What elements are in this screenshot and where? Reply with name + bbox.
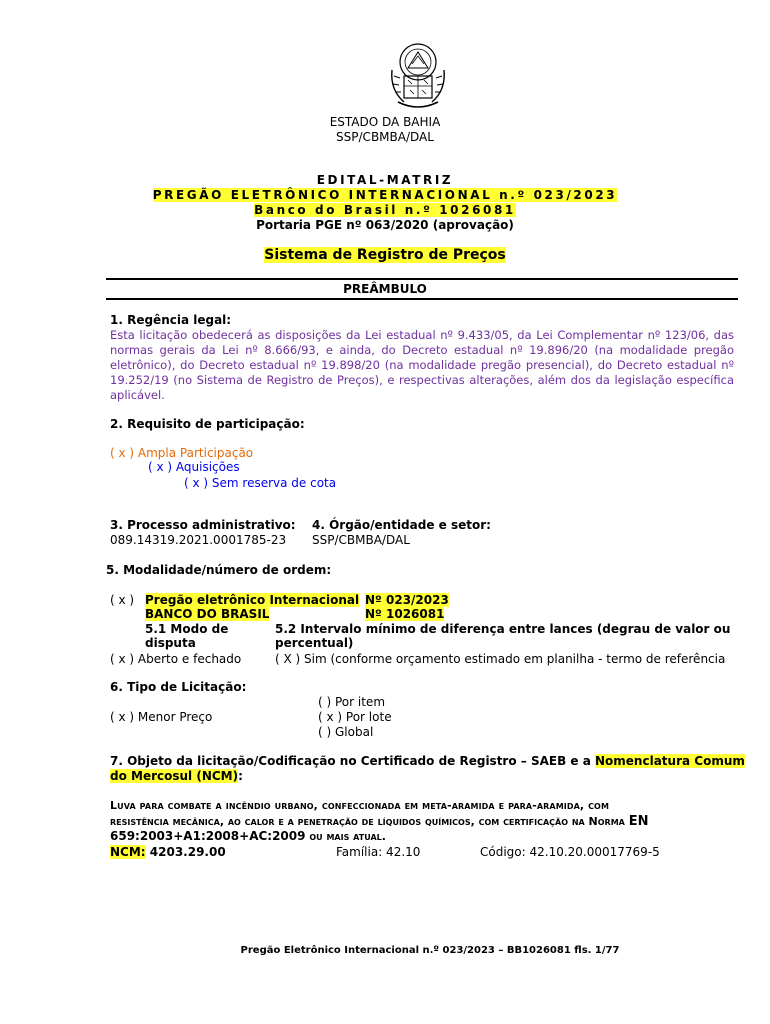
modality-line2: BANCO DO BRASIL [145, 607, 270, 621]
ncm-highlight-1: Nomenclatura Comum [595, 754, 745, 768]
organ-value: SSP/CBMBA/DAL [312, 533, 410, 547]
option-aquisicoes: ( x ) Aquisições [148, 460, 240, 474]
doc-type: EDITAL-MATRIZ [316, 173, 454, 187]
section-4-heading: 4. Órgão/entidade e setor: [312, 518, 491, 532]
object-standard: 659:2003+A1:2008+AC:2009 [110, 829, 306, 843]
section-1-text: Esta licitação obedecerá as disposições da Lei estadual nº 9.433/05, da Lei Complementar nº 123/06, das normas gerais da Lei nº 8.666/93, e ainda, do Decreto estadual nº 19.896/20 (na modalidade pregão eletrônico), do Decreto estadual nº 19.898/20 (na modalidade pregão presencial), do Decreto estadual nº 19.252/19 (no Sistema de Registro de Preços), e respectivas alterações, além dos da legislação específica aplicável. [110, 328, 734, 402]
bottom-rule [106, 298, 738, 300]
bahia-coat-of-arms-logo [386, 40, 450, 112]
ncm-highlight-2: do Mercosul (NCM) [110, 769, 239, 783]
codigo: Código: 42.10.20.00017769-5 [480, 845, 660, 859]
section-1-heading: 1. Regência legal: [110, 313, 232, 327]
option-menor-preco: ( x ) Menor Preço [110, 710, 213, 724]
object-line-3: ou mais atual. [305, 830, 386, 843]
agency-name: SSP/CBMBA/DAL [336, 130, 434, 144]
sub-5-2-line2: percentual) [275, 636, 354, 650]
option-por-item: ( ) Por item [318, 695, 386, 709]
familia: Família: 42.10 [336, 845, 421, 859]
object-line-2: resistência mecânica, ao calor e a penetração de líquidos químicos, com certificação na Norma [110, 815, 629, 828]
option-global: ( ) Global [318, 725, 374, 739]
section-2-heading: 2. Requisito de participação: [110, 417, 305, 431]
object-norm: EN [628, 814, 649, 829]
sub-5-2-line1: 5.2 Intervalo mínimo de diferença entre lances (degrau de valor ou [275, 622, 731, 636]
sub-5-1-line1: 5.1 Modo de [145, 622, 229, 636]
ncm-label: NCM: [110, 845, 146, 859]
section-7-heading: 7. Objeto da licitação/Codificação no Certificado de Registro – SAEB e a [110, 754, 595, 768]
sub-5-1-line2: disputa [145, 636, 196, 650]
top-rule [106, 278, 738, 280]
bank-number: Banco do Brasil n.º 1026081 [254, 203, 516, 217]
page-footer: Pregão Eletrônico Internacional n.º 023/2023 – BB1026081 fls. 1/77 [240, 945, 620, 956]
order-number-2: Nº 1026081 [365, 607, 445, 621]
dispute-mode-value: ( x ) Aberto e fechado [110, 652, 242, 666]
section-5-heading: 5. Modalidade/número de ordem: [106, 563, 332, 577]
option-por-lote: ( x ) Por lote [318, 710, 392, 724]
option-ampla: ( x ) Ampla Participação [110, 446, 254, 460]
object-line-1: Luva para combate a incêndio urbano, confeccionada em meta-aramida e para-aramida, com [110, 799, 610, 812]
tender-title: PREGÃO ELETRÔNICO INTERNACIONAL n.º 023/2023 [152, 188, 618, 202]
preamble-heading: PREÂMBULO [343, 282, 427, 296]
section-6-heading: 6. Tipo de Licitação: [110, 680, 247, 694]
ncm-value: 4203.29.00 [145, 845, 226, 859]
portaria: Portaria PGE nº 063/2020 (aprovação) [256, 218, 514, 232]
state-name: ESTADO DA BAHIA [329, 115, 441, 129]
option-sem-reserva: ( x ) Sem reserva de cota [184, 476, 337, 490]
system-title: Sistema de Registro de Preços [264, 247, 506, 263]
section-7-colon: : [238, 769, 243, 783]
bid-interval-value: ( X ) Sim (conforme orçamento estimado em planilha - termo de referência [275, 652, 726, 666]
order-number-1: Nº 023/2023 [365, 593, 449, 607]
section-3-heading: 3. Processo administrativo: [110, 518, 296, 532]
modality-line1: Pregão eletrônico Internacional [145, 593, 360, 607]
modality-mark: ( x ) [110, 593, 135, 607]
process-number: 089.14319.2021.0001785-23 [110, 533, 287, 547]
